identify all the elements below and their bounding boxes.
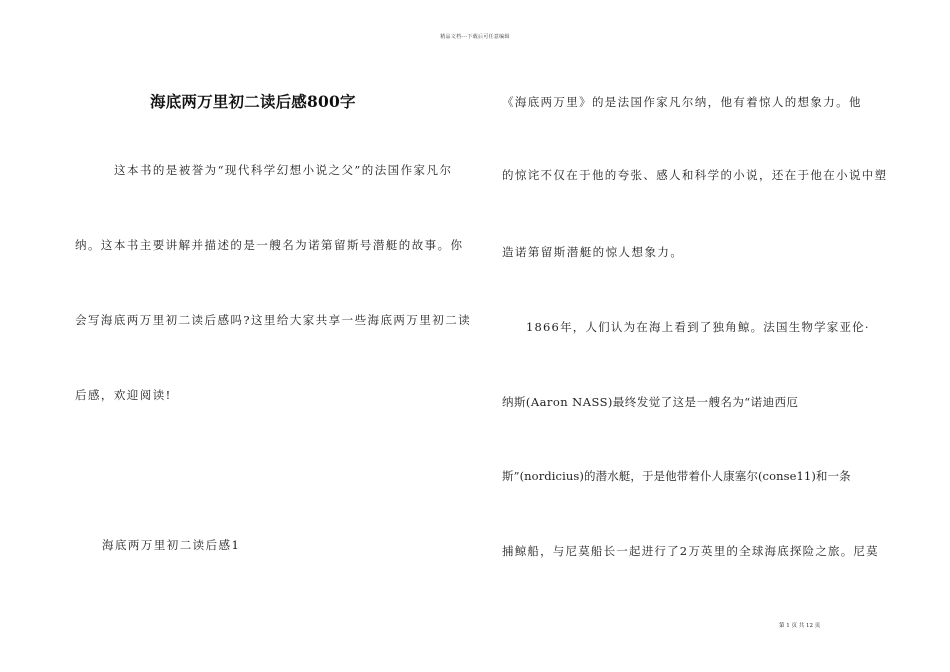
paragraph-line: 斯”(nordicius)的潜水艇，于是他带着仆人康塞尔(conse11)和一条 (502, 469, 851, 483)
document-title: 海底两万里初二读后感800字 (150, 92, 356, 111)
paragraph-line: 的惊诧不仅在于他的夸张、感人和科学的小说，还在于他在小说中塑 (502, 168, 888, 182)
paragraph-line: 纳斯(Aaron NASS)最终发觉了这是一艘名为“诺迪西厄 (502, 395, 799, 409)
paragraph-line: 1866年，人们认为在海上看到了独角鲸。法国生物学家亚伦· (526, 320, 870, 334)
paragraph-line: 捕鲸船，与尼莫船长一起进行了2万英里的全球海底探险之旅。尼莫 (502, 544, 879, 558)
page-header: 精品文档---下载后可任意编辑 (440, 34, 510, 40)
paragraph-line: 纳。这本书主要讲解并描述的是一艘名为诺第留斯号潜艇的故事。你 (75, 238, 464, 252)
paragraph-line: 后感，欢迎阅读! (75, 388, 172, 402)
paragraph-line: 会写海底两万里初二读后感吗?这里给大家共享一些海底两万里初二读 (75, 313, 472, 327)
section-heading: 海底两万里初二读后感1 (102, 538, 241, 552)
page-number: 第 1 页 共 12 页 (779, 623, 821, 629)
paragraph-line: 造诺第留斯潜艇的惊人想象力。 (502, 245, 684, 259)
paragraph-line: 《海底两万里》的是法国作家凡尔纳，他有着惊人的想象力。他 (502, 95, 862, 109)
paragraph-line: 这本书的是被誉为“现代科学幻想小说之父”的法国作家凡尔 (114, 163, 453, 177)
